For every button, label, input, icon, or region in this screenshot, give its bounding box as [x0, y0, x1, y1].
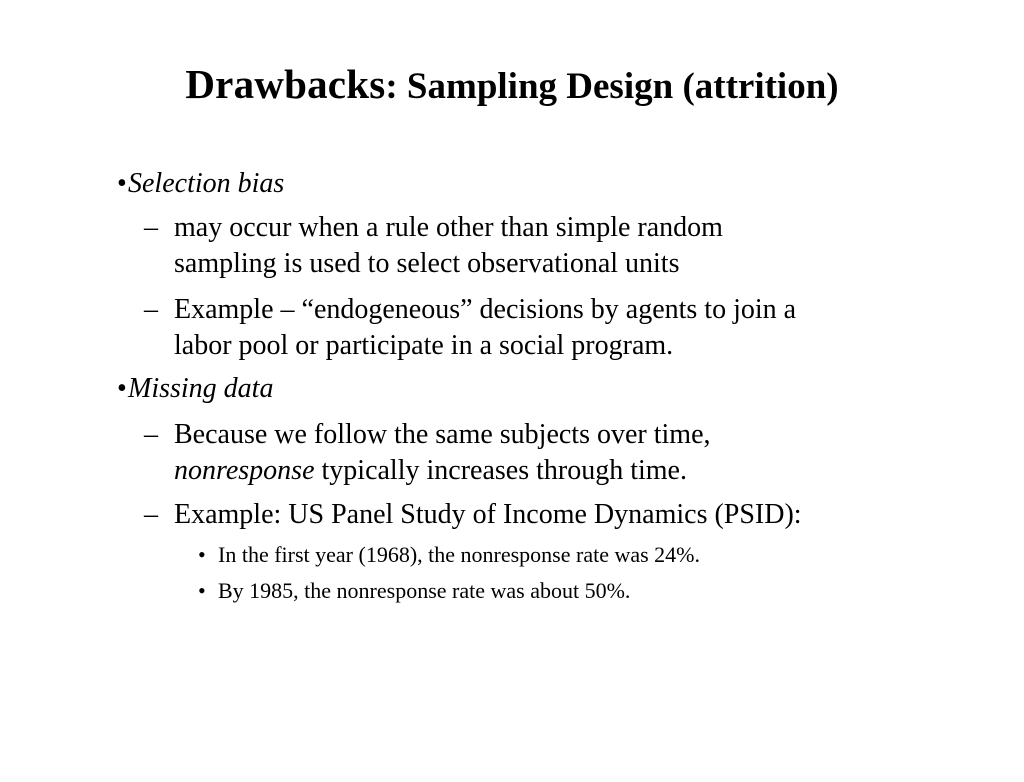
sub-sub-item-1985-rate: By 1985, the nonresponse rate was about 50%. — [218, 578, 631, 603]
sub-item-line: Example – “endogeneous” decisions by agents to join a — [174, 294, 797, 325]
sub-item-line: may occur when a rule other than simple random — [174, 212, 723, 243]
sub-item-line — [174, 453, 964, 489]
sub-sub-item-1968-rate: In the first year (1968), the nonresponse rate was 24%. — [218, 542, 701, 567]
bullet-heading-missing-data: Missing data — [128, 373, 274, 404]
bullet-glyph-small: • — [198, 578, 206, 603]
sub-item-line: Because we follow the same subjects over time, — [174, 419, 711, 450]
sub-item-psid-example — [174, 497, 964, 533]
dash-glyph: – — [144, 212, 158, 243]
bullet-glyph-small: • — [198, 542, 206, 567]
bullet-glyph: • — [117, 168, 127, 199]
sub-item-endogeneous-example — [174, 292, 964, 364]
bullet-heading-selection-bias: Selection bias — [128, 168, 285, 199]
bullet-glyph: • — [117, 373, 127, 404]
sub-item-line: labor pool or participate in a social program. — [174, 330, 674, 361]
dash-glyph: – — [144, 419, 158, 450]
sub-item-nonresponse — [174, 417, 964, 489]
slide-title-sub: : Sampling Design (attrition) — [385, 66, 839, 107]
sub-item-line-rest: typically increases through time. — [314, 455, 687, 486]
nonresponse-emphasis: nonresponse — [174, 455, 315, 486]
sub-item-line: sampling is used to select observational units — [174, 248, 680, 279]
sub-item-line: Example: US Panel Study of Income Dynamics (PSID): — [174, 499, 802, 530]
slide-title-main: Drawbacks — [185, 61, 386, 107]
dash-glyph: – — [144, 294, 158, 325]
sub-item-selection-rule — [174, 210, 964, 282]
dash-glyph: – — [144, 499, 158, 530]
